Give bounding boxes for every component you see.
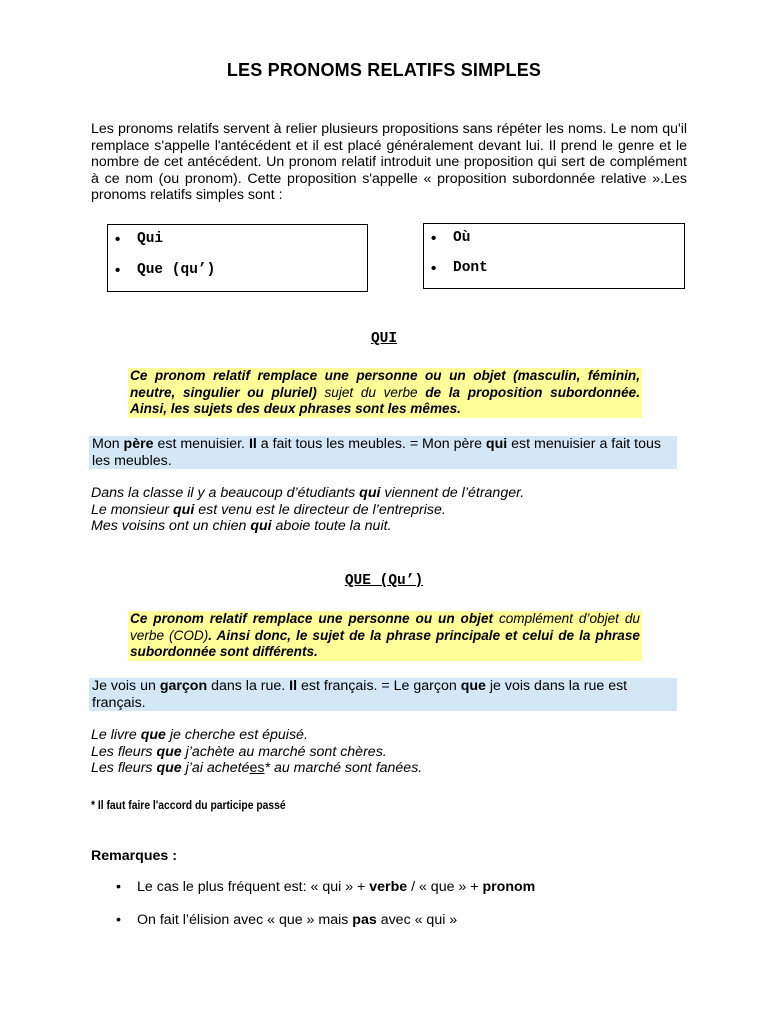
sentence-text: Les fleurs (91, 743, 157, 760)
section-heading-qui: QUI (370, 331, 398, 347)
relative-pronoun: qui (173, 501, 195, 518)
sentence-text: aboie toute la nuit. (271, 518, 392, 534)
qui-sentence (91, 485, 687, 502)
que-example-box (89, 678, 677, 711)
sentence-text: Mes voisins ont un chien (91, 518, 251, 534)
remarque-text (137, 912, 457, 928)
sentence-text: Dans la classe il y a beaucoup d’étudiants (91, 485, 360, 501)
que-example-bold: Il (289, 678, 298, 694)
que-example-text: Je vois un (92, 678, 160, 694)
remarque-part: Le cas le plus fréquent est: « qui » + (137, 879, 370, 895)
pronoun-item-ou: • Où (424, 230, 470, 246)
qui-example-text: est menuisier a fait tous les meubles. (92, 436, 661, 469)
que-definition-plain: complément d’objet du verbe (COD) (130, 611, 640, 643)
remarques-heading: Remarques : (91, 848, 177, 864)
qui-example-bold: qui (485, 436, 508, 452)
agreement-ending: es (249, 760, 265, 776)
qui-definition-plain: sujet du verbe (316, 384, 426, 400)
sentence-text: je cherche est épuisé. (165, 727, 308, 743)
sentence-text: * au marché sont fanées. (264, 760, 423, 776)
que-definition-bold-2: . Ainsi donc, le sujet de la phrase principale et celui de la phrase subordonnée sont différents. (130, 627, 640, 659)
que-definition-bold-1: Ce pronom relatif remplace une personne ou un objet (130, 611, 494, 626)
sentence-text: j’ai acheté (181, 760, 250, 776)
sentence-text: j’achète au marché sont chères. (181, 743, 387, 760)
relative-pronoun: qui (250, 518, 272, 534)
qui-example-sentences (91, 485, 687, 535)
remarque-bold: pronom (482, 879, 536, 895)
sentence-text: Les fleurs (91, 760, 157, 776)
remarque-part: On fait l’élision avec « que » mais (137, 912, 353, 928)
remarque-part: / « que » + (407, 879, 483, 895)
participle-agreement-note: * Il faut faire l'accord du participe passé (91, 798, 286, 812)
relative-pronoun: que (140, 727, 166, 743)
bullet-icon: • (116, 879, 121, 895)
qui-example-bold: Il (248, 436, 257, 452)
page-title: LES PRONOMS RELATIFS SIMPLES (226, 60, 542, 80)
remarque-part: avec « qui » (376, 912, 458, 928)
pronoun-box-right (423, 223, 685, 289)
qui-example-text: est menuisier. (153, 436, 249, 452)
relative-pronoun: qui (359, 485, 381, 501)
que-example-sentences (91, 727, 687, 777)
intro-paragraph: Les pronoms relatifs servent à relier plusieurs propositions sans répéter les noms. Le nom qu'il remplace s'appelle l'antécédent et il est placé généralement devant lui. Il prend le genre et le nombre de cet antécédent. Un pronom relatif introduit une proposition qui sert de complément à ce nom (ou pronom). Cette proposition s'appelle « proposition subordonnée relative ».Les pronoms relatifs simples sont : (91, 121, 687, 203)
pronoun-item-dont: • Dont (424, 260, 488, 276)
que-example-bold: que (460, 678, 486, 694)
relative-pronoun: que (156, 743, 182, 760)
qui-example-box (89, 436, 677, 469)
que-example-bold: garçon (159, 678, 208, 694)
qui-example-bold: père (123, 436, 154, 452)
sentence-text: Le monsieur (91, 501, 174, 518)
que-sentence (91, 727, 687, 744)
pronoun-box-left (107, 224, 368, 292)
que-example-text: je vois dans la rue est français. (92, 678, 628, 711)
section-heading-que: QUE (Qu’) (344, 573, 424, 589)
relative-pronoun: que (156, 760, 182, 776)
qui-definition-bold-1: Ce pronom relatif remplace une personne ou un objet (masculin, féminin, neutre, singulier ou pluriel) (130, 368, 640, 400)
bullet-icon: • (116, 912, 121, 928)
qui-definition-bold-2: de la proposition subordonnée. Ainsi, les sujets des deux phrases sont les mêmes. (130, 384, 641, 416)
sentence-text: est venu est le directeur de l’entreprise. (194, 501, 446, 518)
sentence-text: Le livre (91, 727, 141, 743)
que-example-text: dans la rue. (207, 678, 290, 694)
remarque-bold: verbe (369, 879, 408, 895)
que-example-text: est français. = Le garçon (297, 678, 461, 694)
que-definition-box (128, 611, 642, 661)
pronoun-item-que: • Que (qu’) (108, 262, 215, 278)
qui-sentence (91, 518, 687, 535)
sentence-text: viennent de l’étranger. (380, 485, 525, 501)
que-sentence (91, 744, 687, 761)
remarque-bold: pas (352, 912, 377, 928)
qui-definition-box (128, 368, 642, 418)
qui-sentence (91, 502, 687, 519)
pronoun-item-qui: • Qui (108, 231, 163, 247)
que-sentence (91, 760, 687, 777)
remarque-text (137, 879, 535, 895)
qui-example-text: Mon (92, 436, 124, 452)
qui-example-text: a fait tous les meubles. = Mon père (256, 436, 486, 452)
